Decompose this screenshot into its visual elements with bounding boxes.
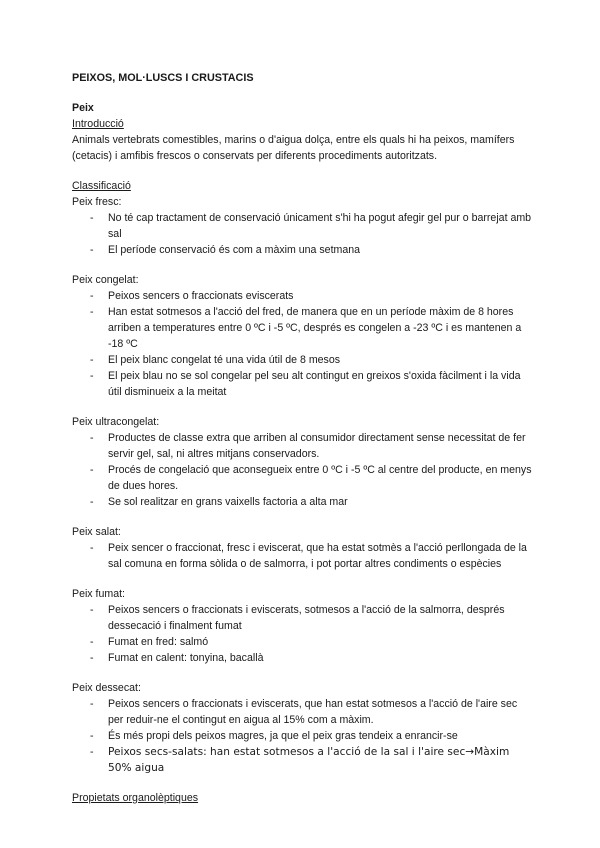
- list-item: - Peix sencer o fraccionat, fresc i eviscerat, que ha estat sotmès a l'acció perllongada de la sal comuna en forma sòlida o de salmorra, i pot portar altres condiments o espècies: [90, 542, 527, 570]
- group-label: Peix ultracongelat:: [72, 416, 160, 428]
- intro-heading: Introducció: [72, 118, 124, 130]
- classification-section: [72, 178, 534, 776]
- group-peix-congelat: [72, 272, 534, 400]
- list-item: - Han estat sotmesos a l'acció del fred, de manera que en un període màxim de 8 hores arriben a temperatures entre 0 ºC i -5 ºC, després es congelen a -23 ºC i es mantenen a -18 ºC: [90, 306, 522, 350]
- document-title: PEIXOS, MOL·LUSCS I CRUSTACIS: [72, 72, 254, 84]
- intro-paragraph: Animals vertebrats comestibles, marins o d'aigua dolça, entre els quals hi ha peixos, mamífers (cetacis) i amfibis frescos o conservats per diferents procediments autoritzats.: [72, 134, 515, 162]
- list-item: - No té cap tractament de conservació únicament s'hi ha pogut afegir gel pur o barrejat amb sal: [90, 212, 532, 240]
- bullet-list: [72, 602, 534, 666]
- list-item: - Procés de congelació que aconsegueix entre 0 ºC i -5 ºC al centre del producte, en menys de dues hores.: [90, 464, 532, 492]
- bullet-list: [72, 540, 534, 572]
- group-peix-ultracongelat: [72, 414, 534, 510]
- group-label: Peix fresc:: [72, 196, 122, 208]
- list-item: - Productes de classe extra que arriben al consumidor directament sense necessitat de fer servir gel, sal, ni altres mitjans conservadors.: [90, 432, 526, 460]
- group-label: Peix salat:: [72, 526, 121, 538]
- group-peix-fresc: [72, 194, 534, 258]
- list-item: - Peixos sencers o fraccionats i eviscerats, sotmesos a l'acció de la salmorra, després dessecació i finalment fumat: [90, 604, 505, 632]
- bullet-list: [72, 210, 534, 258]
- list-item: - Peixos sencers o fraccionats eviscerats: [90, 290, 294, 302]
- list-item: - Se sol realitzar en grans vaixells factoria a alta mar: [90, 496, 348, 508]
- group-label: Peix fumat:: [72, 588, 125, 600]
- properties-section: [72, 790, 534, 806]
- bullet-list: [72, 696, 534, 776]
- bullet-list: [72, 288, 534, 400]
- bullet-list: [72, 430, 534, 510]
- intro-section: [72, 116, 534, 164]
- list-item: - Fumat en calent: tonyina, bacallà: [90, 652, 264, 664]
- group-label: Peix congelat:: [72, 274, 139, 286]
- classification-heading: Classificació: [72, 180, 131, 192]
- list-item: - El període conservació és com a màxim una setmana: [90, 244, 361, 256]
- list-item: - Fumat en fred: salmó: [90, 636, 209, 648]
- list-item: - Peixos secs-salats: han estat sotmesos a l'acció de la sal i l'aire sec→Màxim 50% aigua: [90, 746, 510, 774]
- group-peix-dessecat: [72, 680, 534, 776]
- list-item: - El peix blanc congelat té una vida útil de 8 mesos: [90, 354, 341, 366]
- group-peix-salat: [72, 524, 534, 572]
- list-item: - Peixos sencers o fraccionats i eviscerats, que han estat sotmesos a l'acció de l'aire sec per reduir-ne el contingut en aigua al 15% com a màxim.: [90, 698, 518, 726]
- group-label: Peix dessecat:: [72, 682, 141, 694]
- properties-heading: Propietats organolèptiques: [72, 792, 199, 804]
- section-title-peix: Peix: [72, 102, 94, 114]
- list-item: - És més propi dels peixos magres, ja que el peix gras tendeix a enrancir-se: [90, 730, 458, 742]
- document-body: [72, 70, 534, 806]
- group-peix-fumat: [72, 586, 534, 666]
- list-item: - El peix blau no se sol congelar pel seu alt contingut en greixos s'oxida fàcilment i la vida útil disminueix a la meitat: [90, 370, 521, 398]
